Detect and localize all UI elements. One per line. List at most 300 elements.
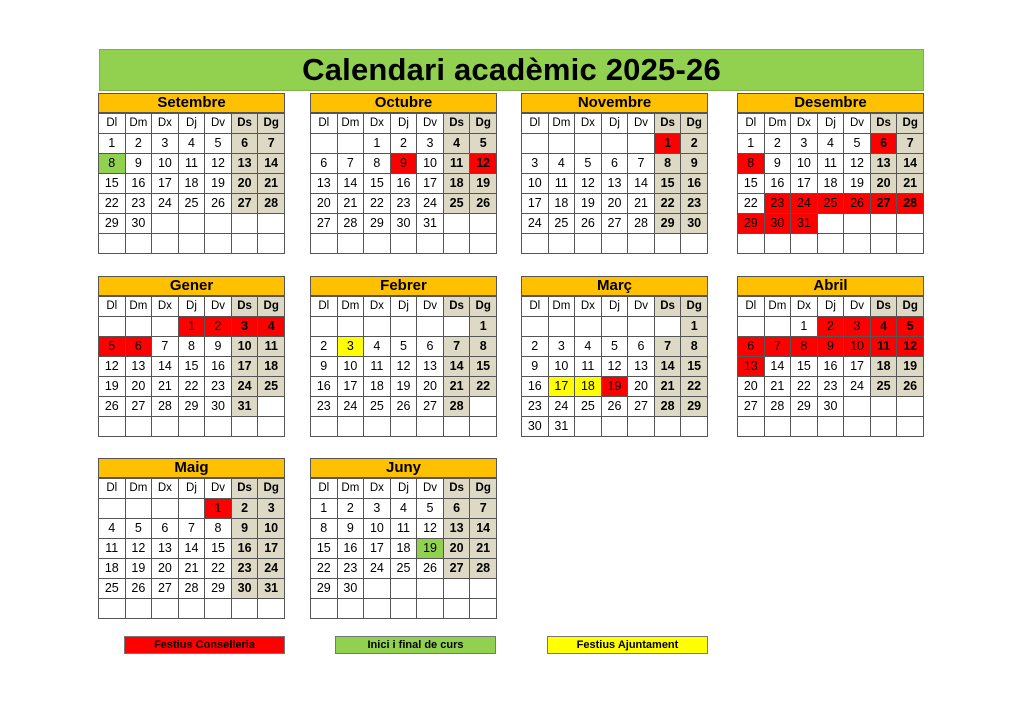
day-cell: 19 bbox=[125, 559, 152, 579]
day-header: Dm bbox=[548, 114, 575, 134]
empty-cell bbox=[844, 234, 871, 254]
day-cell: 1 bbox=[205, 499, 232, 519]
week-row bbox=[311, 519, 497, 539]
day-cell: 12 bbox=[470, 154, 497, 174]
empty-cell bbox=[897, 234, 924, 254]
day-cell: 25 bbox=[575, 397, 602, 417]
day-header: Dv bbox=[417, 114, 444, 134]
day-header: Dx bbox=[575, 297, 602, 317]
day-cell: 3 bbox=[791, 134, 818, 154]
empty-cell bbox=[443, 417, 470, 437]
empty-cell bbox=[897, 417, 924, 437]
day-cell: 2 bbox=[681, 134, 708, 154]
day-cell: 15 bbox=[470, 357, 497, 377]
empty-cell bbox=[311, 317, 338, 337]
day-cell: 15 bbox=[311, 539, 338, 559]
day-cell: 28 bbox=[258, 194, 285, 214]
day-cell: 24 bbox=[152, 194, 179, 214]
day-cell: 5 bbox=[125, 519, 152, 539]
day-cell: 23 bbox=[337, 559, 364, 579]
day-cell: 25 bbox=[364, 397, 391, 417]
empty-cell bbox=[764, 317, 791, 337]
week-row bbox=[311, 194, 497, 214]
empty-cell bbox=[601, 417, 628, 437]
day-cell: 11 bbox=[99, 539, 126, 559]
day-cell: 21 bbox=[258, 174, 285, 194]
empty-cell bbox=[575, 317, 602, 337]
week-row bbox=[738, 234, 924, 254]
day-cell: 12 bbox=[417, 519, 444, 539]
day-cell: 20 bbox=[601, 194, 628, 214]
empty-cell bbox=[548, 317, 575, 337]
day-cell: 8 bbox=[364, 154, 391, 174]
day-cell: 25 bbox=[443, 194, 470, 214]
day-cell: 18 bbox=[178, 174, 205, 194]
legend-festius-conselleria: Festius Conselleria bbox=[124, 636, 285, 654]
empty-cell bbox=[152, 214, 179, 234]
day-header: Dm bbox=[764, 114, 791, 134]
day-cell: 10 bbox=[791, 154, 818, 174]
day-cell: 16 bbox=[311, 377, 338, 397]
day-cell: 12 bbox=[575, 174, 602, 194]
day-header: Dl bbox=[99, 297, 126, 317]
day-cell: 30 bbox=[205, 397, 232, 417]
day-cell: 9 bbox=[390, 154, 417, 174]
day-cell: 2 bbox=[337, 499, 364, 519]
day-cell: 20 bbox=[417, 377, 444, 397]
day-cell: 27 bbox=[311, 214, 338, 234]
day-cell: 12 bbox=[390, 357, 417, 377]
day-cell: 21 bbox=[897, 174, 924, 194]
day-cell: 8 bbox=[654, 154, 681, 174]
day-cell: 28 bbox=[152, 397, 179, 417]
day-cell: 13 bbox=[125, 357, 152, 377]
week-row bbox=[522, 357, 708, 377]
empty-cell bbox=[522, 317, 549, 337]
empty-cell bbox=[364, 234, 391, 254]
empty-cell bbox=[231, 599, 258, 619]
day-cell: 12 bbox=[205, 154, 232, 174]
day-cell: 15 bbox=[791, 357, 818, 377]
empty-cell bbox=[337, 599, 364, 619]
day-header: Dv bbox=[417, 479, 444, 499]
day-cell: 2 bbox=[522, 337, 549, 357]
empty-cell bbox=[99, 234, 126, 254]
day-cell: 27 bbox=[152, 579, 179, 599]
empty-cell bbox=[443, 317, 470, 337]
day-cell: 31 bbox=[417, 214, 444, 234]
empty-cell bbox=[364, 317, 391, 337]
day-header: Dl bbox=[99, 479, 126, 499]
day-cell: 6 bbox=[601, 154, 628, 174]
empty-cell bbox=[390, 579, 417, 599]
day-cell: 25 bbox=[178, 194, 205, 214]
empty-cell bbox=[628, 317, 655, 337]
month-maig bbox=[98, 458, 285, 619]
empty-cell bbox=[99, 599, 126, 619]
day-cell: 14 bbox=[897, 154, 924, 174]
day-cell: 16 bbox=[125, 174, 152, 194]
month-header: Octubre bbox=[310, 93, 497, 113]
empty-cell bbox=[417, 417, 444, 437]
day-header: Dj bbox=[178, 114, 205, 134]
day-header: Dg bbox=[258, 114, 285, 134]
day-header: Dm bbox=[337, 114, 364, 134]
day-cell: 29 bbox=[311, 579, 338, 599]
day-cell: 18 bbox=[870, 357, 897, 377]
week-row bbox=[99, 499, 285, 519]
empty-cell bbox=[470, 579, 497, 599]
empty-cell bbox=[738, 234, 765, 254]
empty-cell bbox=[364, 599, 391, 619]
day-cell: 22 bbox=[205, 559, 232, 579]
empty-cell bbox=[205, 599, 232, 619]
day-header: Ds bbox=[443, 479, 470, 499]
empty-cell bbox=[443, 579, 470, 599]
day-cell: 6 bbox=[231, 134, 258, 154]
month-febrer bbox=[310, 276, 497, 437]
empty-cell bbox=[311, 599, 338, 619]
day-cell: 4 bbox=[99, 519, 126, 539]
empty-cell bbox=[681, 417, 708, 437]
empty-cell bbox=[654, 317, 681, 337]
day-cell: 21 bbox=[178, 559, 205, 579]
day-cell: 16 bbox=[522, 377, 549, 397]
week-row bbox=[738, 357, 924, 377]
day-cell: 24 bbox=[364, 559, 391, 579]
empty-cell bbox=[205, 214, 232, 234]
day-cell: 11 bbox=[548, 174, 575, 194]
empty-cell bbox=[470, 417, 497, 437]
empty-cell bbox=[152, 317, 179, 337]
day-cell: 15 bbox=[178, 357, 205, 377]
day-cell: 28 bbox=[443, 397, 470, 417]
day-cell: 8 bbox=[178, 337, 205, 357]
week-row bbox=[99, 417, 285, 437]
day-cell: 2 bbox=[231, 499, 258, 519]
empty-cell bbox=[817, 417, 844, 437]
day-cell: 18 bbox=[99, 559, 126, 579]
day-cell: 10 bbox=[417, 154, 444, 174]
empty-cell bbox=[258, 397, 285, 417]
day-cell: 17 bbox=[364, 539, 391, 559]
day-cell: 14 bbox=[654, 357, 681, 377]
day-cell: 16 bbox=[231, 539, 258, 559]
empty-cell bbox=[870, 417, 897, 437]
day-cell: 27 bbox=[738, 397, 765, 417]
day-header: Dm bbox=[125, 479, 152, 499]
day-cell: 2 bbox=[764, 134, 791, 154]
day-cell: 25 bbox=[548, 214, 575, 234]
day-header: Dv bbox=[844, 297, 871, 317]
day-cell: 13 bbox=[311, 174, 338, 194]
day-cell: 17 bbox=[548, 377, 575, 397]
day-cell: 6 bbox=[417, 337, 444, 357]
day-cell: 24 bbox=[844, 377, 871, 397]
day-header: Dx bbox=[152, 297, 179, 317]
day-cell: 7 bbox=[258, 134, 285, 154]
day-cell: 22 bbox=[178, 377, 205, 397]
day-cell: 14 bbox=[628, 174, 655, 194]
day-cell: 10 bbox=[364, 519, 391, 539]
month-table bbox=[310, 296, 497, 437]
day-cell: 7 bbox=[178, 519, 205, 539]
week-row bbox=[522, 377, 708, 397]
empty-cell bbox=[99, 417, 126, 437]
day-cell: 4 bbox=[870, 317, 897, 337]
empty-cell bbox=[791, 234, 818, 254]
day-cell: 6 bbox=[152, 519, 179, 539]
day-cell: 29 bbox=[205, 579, 232, 599]
day-header: Dx bbox=[364, 297, 391, 317]
empty-cell bbox=[390, 599, 417, 619]
day-cell: 22 bbox=[654, 194, 681, 214]
empty-cell bbox=[178, 234, 205, 254]
day-header: Dv bbox=[628, 297, 655, 317]
week-row bbox=[311, 317, 497, 337]
day-header: Dg bbox=[681, 114, 708, 134]
day-cell: 17 bbox=[844, 357, 871, 377]
day-cell: 9 bbox=[764, 154, 791, 174]
day-header: Ds bbox=[870, 114, 897, 134]
empty-cell bbox=[817, 234, 844, 254]
day-cell: 20 bbox=[125, 377, 152, 397]
day-cell: 24 bbox=[417, 194, 444, 214]
day-cell: 5 bbox=[470, 134, 497, 154]
month-octubre bbox=[310, 93, 497, 254]
day-cell: 14 bbox=[470, 519, 497, 539]
day-header: Dj bbox=[601, 297, 628, 317]
day-cell: 27 bbox=[231, 194, 258, 214]
empty-cell bbox=[417, 234, 444, 254]
day-cell: 3 bbox=[522, 154, 549, 174]
day-cell: 13 bbox=[738, 357, 765, 377]
day-cell: 16 bbox=[764, 174, 791, 194]
day-header: Ds bbox=[231, 114, 258, 134]
day-cell: 7 bbox=[337, 154, 364, 174]
day-cell: 15 bbox=[364, 174, 391, 194]
day-header: Dx bbox=[364, 114, 391, 134]
empty-cell bbox=[152, 234, 179, 254]
day-cell: 23 bbox=[522, 397, 549, 417]
day-cell: 3 bbox=[548, 337, 575, 357]
month-abril bbox=[737, 276, 924, 437]
day-header: Dg bbox=[258, 479, 285, 499]
empty-cell bbox=[231, 234, 258, 254]
day-cell: 8 bbox=[99, 154, 126, 174]
month-table bbox=[737, 296, 924, 437]
empty-cell bbox=[337, 234, 364, 254]
week-row bbox=[99, 234, 285, 254]
empty-cell bbox=[470, 599, 497, 619]
legend-festius-ajuntament: Festius Ajuntament bbox=[547, 636, 708, 654]
day-header: Dx bbox=[791, 114, 818, 134]
day-cell: 28 bbox=[470, 559, 497, 579]
day-cell: 26 bbox=[125, 579, 152, 599]
day-cell: 27 bbox=[125, 397, 152, 417]
empty-cell bbox=[738, 417, 765, 437]
day-cell: 18 bbox=[548, 194, 575, 214]
day-header: Dm bbox=[548, 297, 575, 317]
day-cell: 17 bbox=[522, 194, 549, 214]
week-row bbox=[738, 377, 924, 397]
week-row bbox=[99, 134, 285, 154]
day-cell: 26 bbox=[575, 214, 602, 234]
week-row bbox=[311, 377, 497, 397]
week-row bbox=[738, 174, 924, 194]
week-row bbox=[522, 214, 708, 234]
day-header: Dj bbox=[390, 114, 417, 134]
day-cell: 13 bbox=[443, 519, 470, 539]
day-header: Ds bbox=[443, 114, 470, 134]
empty-cell bbox=[681, 234, 708, 254]
empty-cell bbox=[364, 579, 391, 599]
day-cell: 3 bbox=[231, 317, 258, 337]
day-cell: 7 bbox=[628, 154, 655, 174]
month-header: Maig bbox=[98, 458, 285, 478]
day-cell: 14 bbox=[178, 539, 205, 559]
day-cell: 30 bbox=[337, 579, 364, 599]
day-cell: 26 bbox=[99, 397, 126, 417]
day-cell: 6 bbox=[443, 499, 470, 519]
month-header: Gener bbox=[98, 276, 285, 296]
day-header: Dl bbox=[311, 479, 338, 499]
day-cell: 11 bbox=[870, 337, 897, 357]
day-cell: 29 bbox=[738, 214, 765, 234]
day-cell: 27 bbox=[870, 194, 897, 214]
week-row bbox=[99, 377, 285, 397]
day-header: Dv bbox=[205, 114, 232, 134]
week-row bbox=[99, 579, 285, 599]
empty-cell bbox=[417, 579, 444, 599]
day-cell: 26 bbox=[470, 194, 497, 214]
day-cell: 19 bbox=[844, 174, 871, 194]
day-cell: 8 bbox=[738, 154, 765, 174]
week-row bbox=[738, 417, 924, 437]
day-cell: 10 bbox=[258, 519, 285, 539]
day-cell: 30 bbox=[522, 417, 549, 437]
week-row bbox=[99, 194, 285, 214]
day-cell: 13 bbox=[417, 357, 444, 377]
day-cell: 15 bbox=[681, 357, 708, 377]
day-header: Dm bbox=[337, 297, 364, 317]
week-row bbox=[738, 134, 924, 154]
day-cell: 4 bbox=[364, 337, 391, 357]
day-cell: 11 bbox=[364, 357, 391, 377]
legend-inici-final-curs: Inici i final de curs bbox=[335, 636, 496, 654]
day-header: Ds bbox=[231, 297, 258, 317]
empty-cell bbox=[125, 234, 152, 254]
day-cell: 16 bbox=[817, 357, 844, 377]
empty-cell bbox=[870, 234, 897, 254]
week-row bbox=[738, 397, 924, 417]
day-cell: 2 bbox=[311, 337, 338, 357]
day-cell: 15 bbox=[654, 174, 681, 194]
day-cell: 24 bbox=[337, 397, 364, 417]
day-header: Dv bbox=[205, 297, 232, 317]
day-cell: 21 bbox=[337, 194, 364, 214]
empty-cell bbox=[870, 397, 897, 417]
day-cell: 3 bbox=[152, 134, 179, 154]
day-cell: 11 bbox=[575, 357, 602, 377]
day-header: Ds bbox=[654, 297, 681, 317]
week-row bbox=[522, 134, 708, 154]
day-cell: 23 bbox=[125, 194, 152, 214]
day-cell: 10 bbox=[548, 357, 575, 377]
empty-cell bbox=[738, 317, 765, 337]
day-cell: 24 bbox=[522, 214, 549, 234]
day-cell: 30 bbox=[390, 214, 417, 234]
week-row bbox=[99, 214, 285, 234]
week-row bbox=[522, 194, 708, 214]
day-cell: 10 bbox=[844, 337, 871, 357]
empty-cell bbox=[601, 317, 628, 337]
day-header: Dg bbox=[897, 297, 924, 317]
day-cell: 16 bbox=[390, 174, 417, 194]
day-cell: 28 bbox=[764, 397, 791, 417]
empty-cell bbox=[470, 214, 497, 234]
week-row bbox=[99, 174, 285, 194]
day-cell: 16 bbox=[205, 357, 232, 377]
day-cell: 12 bbox=[844, 154, 871, 174]
week-row bbox=[99, 357, 285, 377]
day-cell: 17 bbox=[152, 174, 179, 194]
day-header: Dl bbox=[99, 114, 126, 134]
week-row bbox=[522, 397, 708, 417]
day-cell: 11 bbox=[178, 154, 205, 174]
week-row bbox=[99, 154, 285, 174]
month-gener bbox=[98, 276, 285, 437]
day-cell: 10 bbox=[231, 337, 258, 357]
day-cell: 9 bbox=[125, 154, 152, 174]
week-row bbox=[311, 234, 497, 254]
week-row bbox=[311, 539, 497, 559]
empty-cell bbox=[364, 417, 391, 437]
day-cell: 15 bbox=[99, 174, 126, 194]
day-cell: 1 bbox=[178, 317, 205, 337]
week-row bbox=[311, 154, 497, 174]
day-cell: 7 bbox=[897, 134, 924, 154]
day-cell: 11 bbox=[443, 154, 470, 174]
week-row bbox=[99, 559, 285, 579]
day-header: Dl bbox=[311, 297, 338, 317]
week-row bbox=[738, 317, 924, 337]
empty-cell bbox=[522, 234, 549, 254]
day-cell: 6 bbox=[870, 134, 897, 154]
day-cell: 5 bbox=[390, 337, 417, 357]
day-cell: 22 bbox=[311, 559, 338, 579]
empty-cell bbox=[125, 599, 152, 619]
day-cell: 24 bbox=[231, 377, 258, 397]
day-cell: 21 bbox=[628, 194, 655, 214]
day-cell: 25 bbox=[817, 194, 844, 214]
day-cell: 1 bbox=[470, 317, 497, 337]
day-cell: 17 bbox=[417, 174, 444, 194]
empty-cell bbox=[817, 214, 844, 234]
day-cell: 20 bbox=[443, 539, 470, 559]
empty-cell bbox=[522, 134, 549, 154]
day-header: Dx bbox=[791, 297, 818, 317]
day-cell: 22 bbox=[99, 194, 126, 214]
day-cell: 23 bbox=[231, 559, 258, 579]
day-header: Dm bbox=[125, 297, 152, 317]
day-cell: 11 bbox=[817, 154, 844, 174]
day-cell: 30 bbox=[817, 397, 844, 417]
day-cell: 20 bbox=[152, 559, 179, 579]
week-row bbox=[311, 174, 497, 194]
empty-cell bbox=[178, 599, 205, 619]
day-cell: 28 bbox=[628, 214, 655, 234]
